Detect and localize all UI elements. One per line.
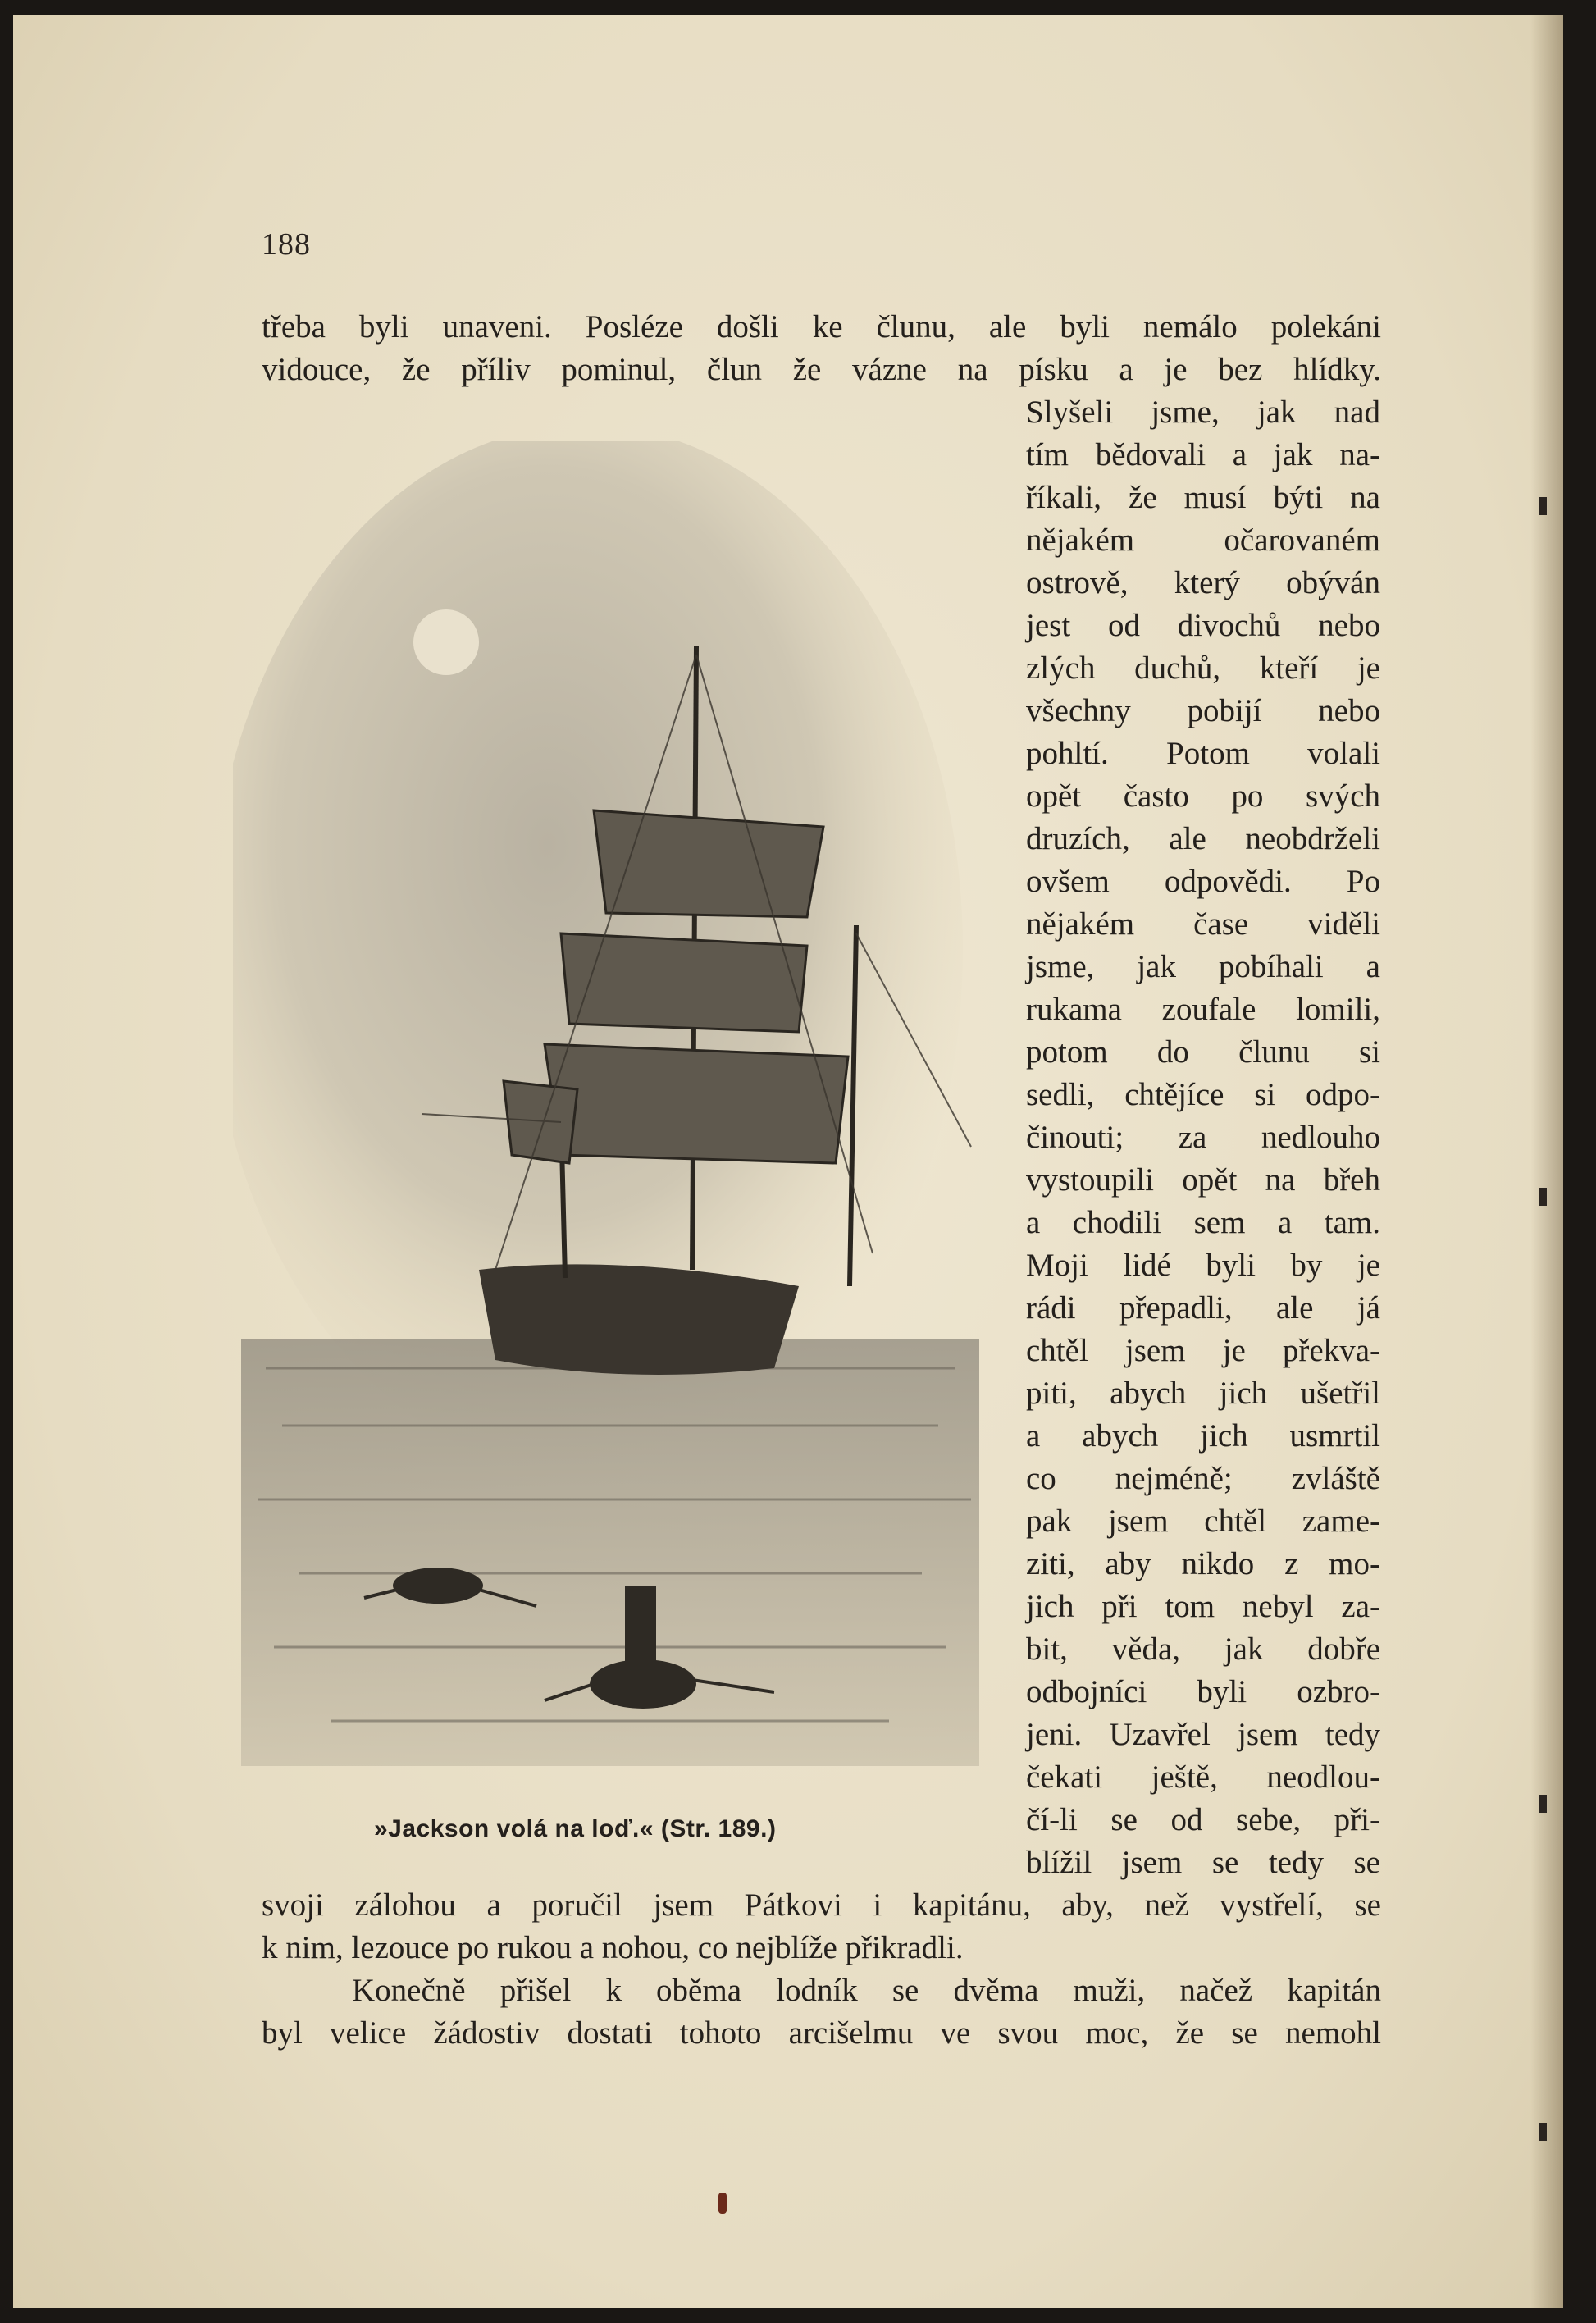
column-line: bit, věda, jak dobře (1026, 1632, 1380, 1667)
column-line: pak jsem chtěl zame- (1026, 1504, 1380, 1539)
column-line: ovšem odpovědi. Po (1026, 864, 1380, 899)
column-line: jest od divochů nebo (1026, 608, 1380, 643)
column-line: druzích, ale neobdrželi (1026, 821, 1380, 856)
column-line: jsme, jak pobíhali a (1026, 949, 1380, 984)
column-line: rádi přepadli, ale já (1026, 1290, 1380, 1326)
column-line: ziti, aby nikdo z mo- (1026, 1546, 1380, 1581)
column-line: Moji lidé byli by je (1026, 1248, 1380, 1283)
illustration-caption: »Jackson volá na loď.« (Str. 189.) (374, 1815, 777, 1842)
column-line: zlých duchů, kteří je (1026, 650, 1380, 686)
spine-mark (1539, 1795, 1547, 1813)
column-line: a abych jich usmrtil (1026, 1418, 1380, 1454)
column-line: sedli, chtějíce si odpo- (1026, 1077, 1380, 1112)
text-line-top-2: vidouce, že příliv pominul, člun že vázne na písku a je bez hlídky. (262, 352, 1381, 387)
column-line: čekati ještě, neodlou- (1026, 1759, 1380, 1795)
ship-illustration (233, 441, 1004, 1819)
column-line: ostrově, který obýván (1026, 565, 1380, 600)
book-page (13, 15, 1563, 2308)
column-line: co nejméně; zvláště (1026, 1461, 1380, 1496)
text-line-bottom-1: svoji zálohou a poručil jsem Pátkovi i kapitánu, aby, než vystřelí, se (262, 1887, 1381, 1923)
column-line: chtěl jsem je překva- (1026, 1333, 1380, 1368)
column-line: blížil jsem se tedy se (1026, 1845, 1380, 1880)
column-line: nějakém čase viděli (1026, 906, 1380, 942)
column-line: činouti; za nedlouho (1026, 1120, 1380, 1155)
column-line: odbojníci byli ozbro- (1026, 1674, 1380, 1709)
column-line: Slyšeli jsme, jak nad (1026, 395, 1380, 430)
column-line: všechny pobijí nebo (1026, 693, 1380, 728)
spine-mark (1539, 2123, 1547, 2141)
column-line: vystoupili opět na břeh (1026, 1162, 1380, 1198)
column-line: a chodili sem a tam. (1026, 1205, 1380, 1240)
column-line: piti, abych jich ušetřil (1026, 1376, 1380, 1411)
page-number: 188 (262, 227, 311, 262)
column-line: jeni. Uzavřel jsem tedy (1026, 1717, 1380, 1752)
column-line: potom do člunu si (1026, 1034, 1380, 1070)
page-edge-shadow (1530, 15, 1563, 2308)
text-line-bottom-3: Konečně přišel k oběma lodník se dvěma muži, načež kapitán (352, 1973, 1381, 2008)
text-line-top-1: třeba byli unaveni. Posléze došli ke člunu, ale byli nemálo polekáni (262, 309, 1381, 345)
column-line: tím bědovali a jak na- (1026, 437, 1380, 472)
column-line: říkali, že musí býti na (1026, 480, 1380, 515)
page-footer-mark (718, 2193, 727, 2214)
column-line: jich při tom nebyl za- (1026, 1589, 1380, 1624)
column-line: pohltí. Potom volali (1026, 736, 1380, 771)
column-line: nějakém očarovaném (1026, 523, 1380, 558)
text-line-bottom-2: k nim, lezouce po rukou a nohou, co nejblíže přikradli. (262, 1930, 964, 1965)
column-line: rukama zoufale lomili, (1026, 992, 1380, 1027)
spine-mark (1539, 1188, 1547, 1206)
text-line-bottom-4: byl velice žádostiv dostati tohoto arcišelmu ve svou moc, že se nemohl (262, 2015, 1381, 2051)
column-line: čí-li se od sebe, při- (1026, 1802, 1380, 1837)
spine-mark (1539, 497, 1547, 515)
column-line: opět často po svých (1026, 778, 1380, 814)
